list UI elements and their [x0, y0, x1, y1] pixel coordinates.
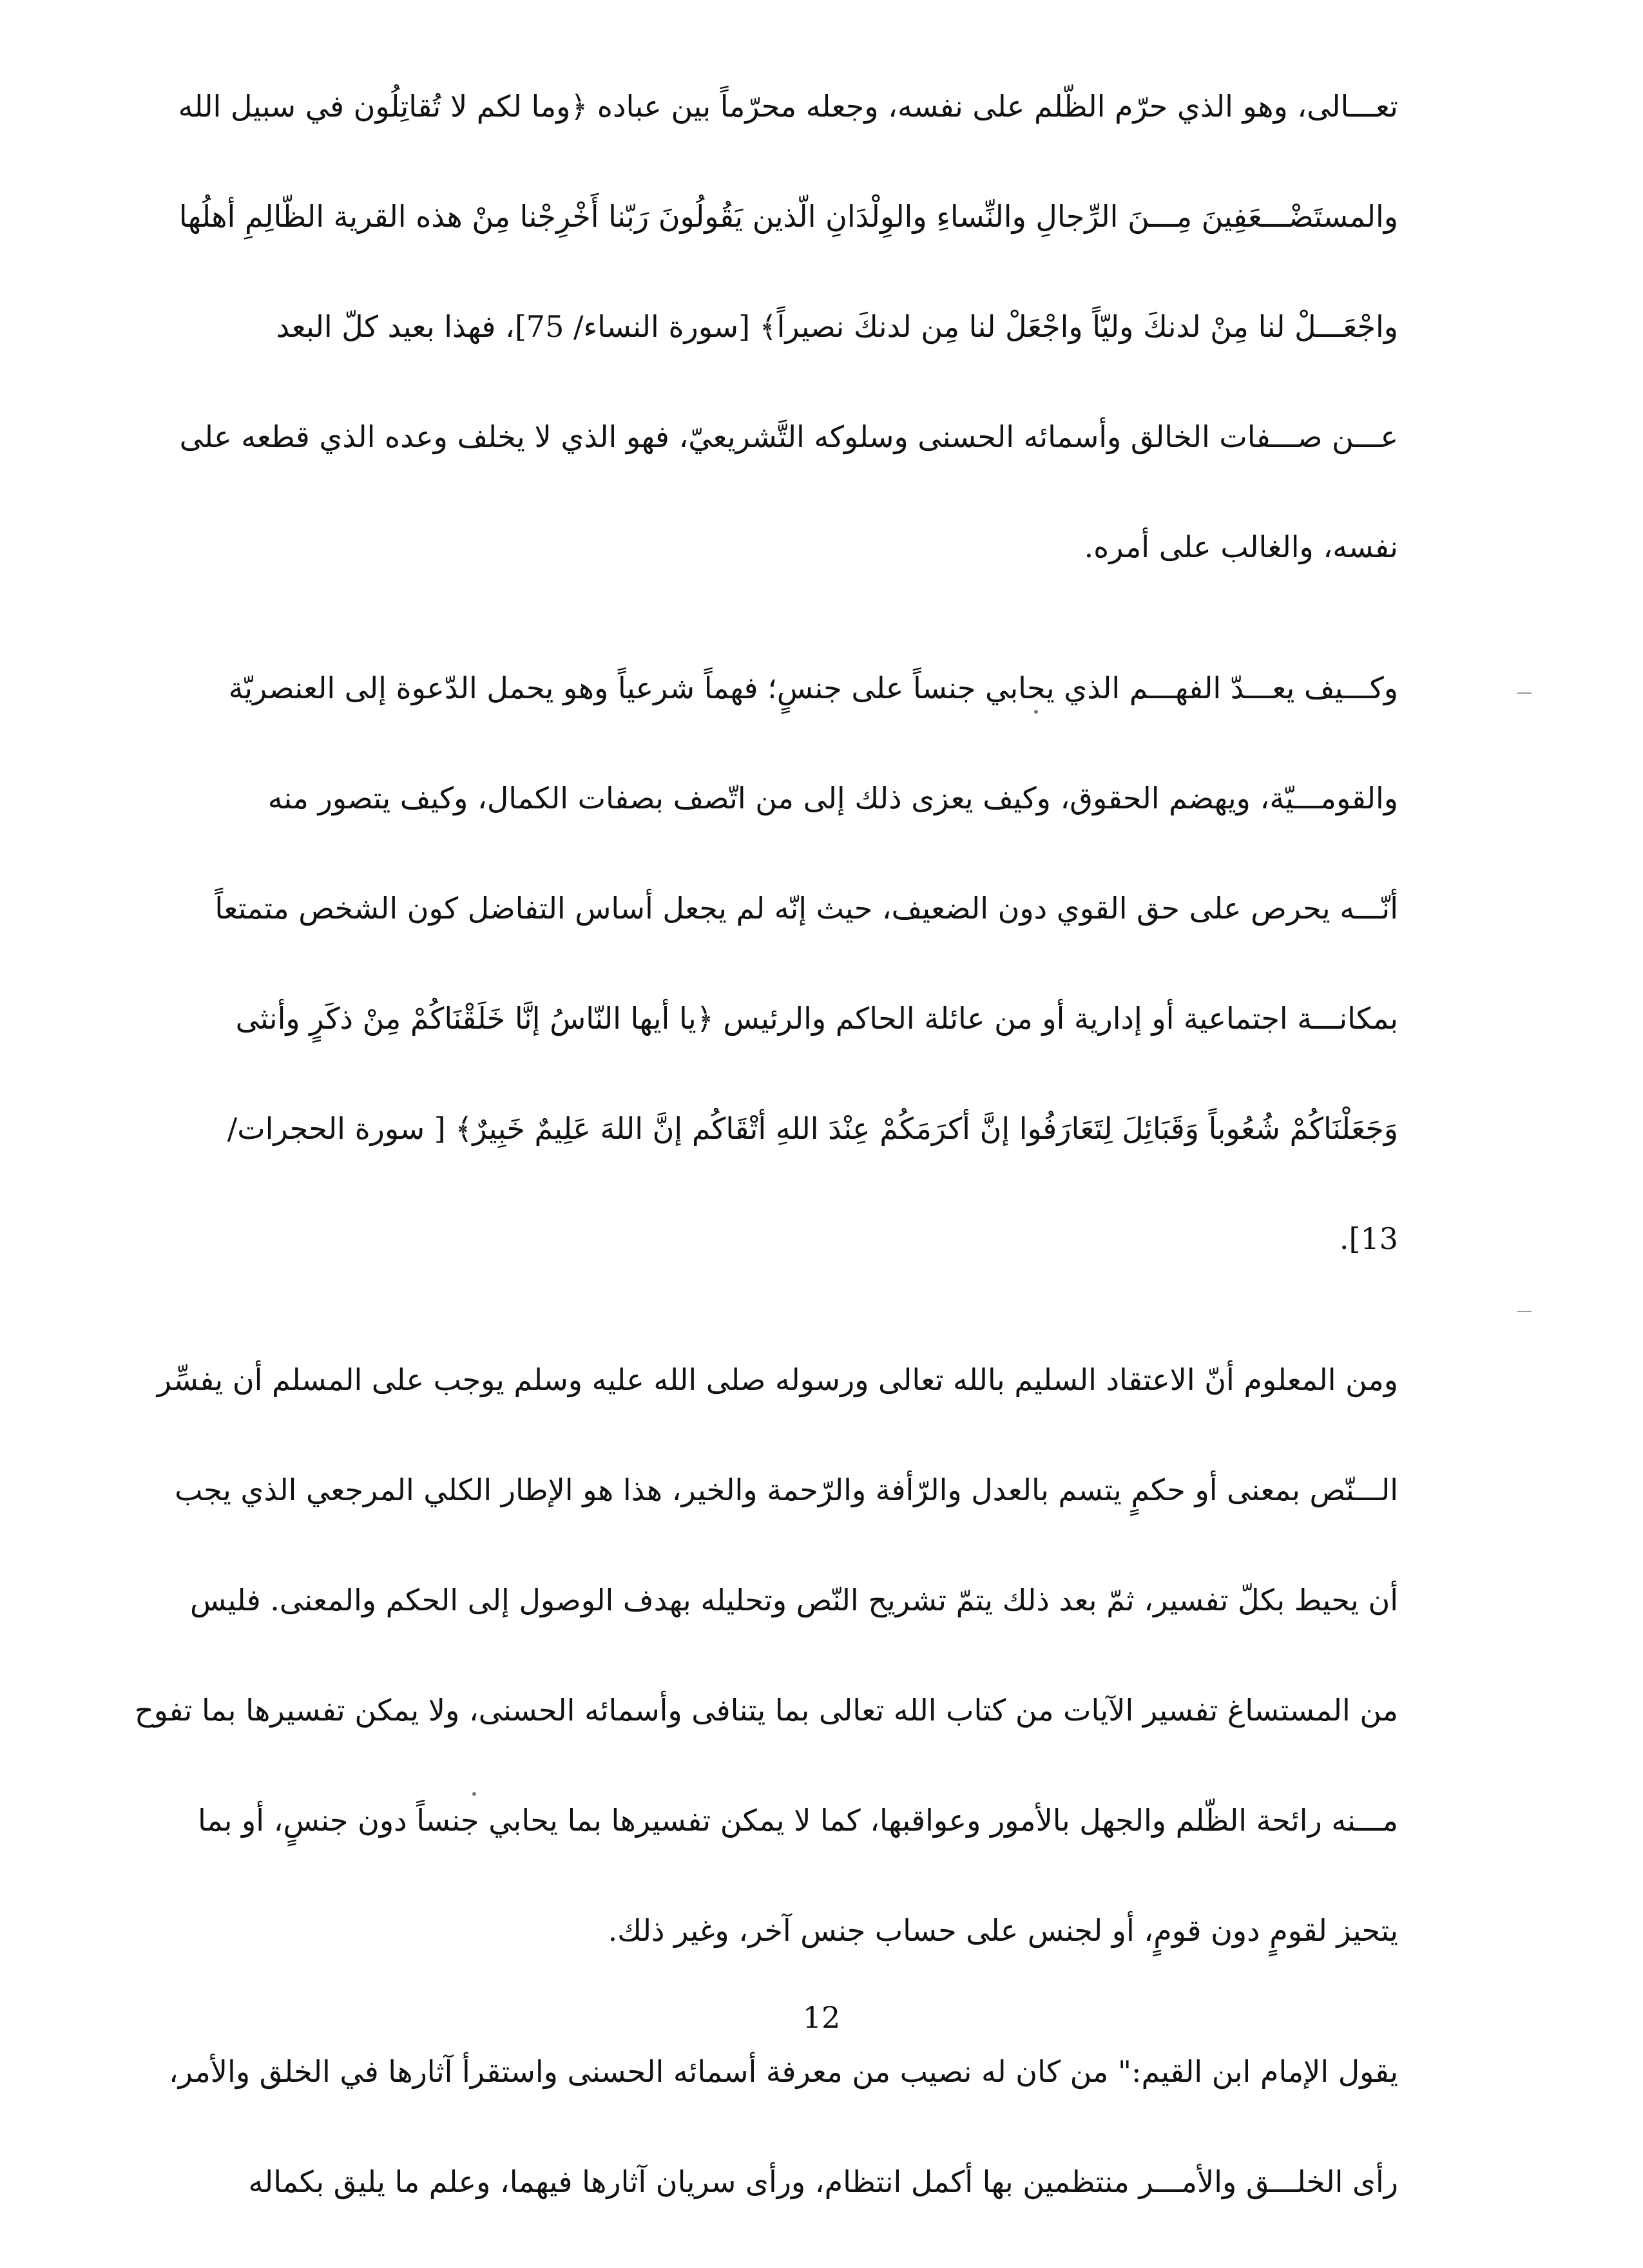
scan-artifact [1034, 710, 1038, 714]
text-line: الـــنّص بمعنى أو حكمٍ يتسم بالعدل والرّأفة والرّحمة والخير، هذا هو الإطار الكلي المرجعي الذي يجب [175, 1472, 1398, 1507]
text-line: يقول الإمام ابن القيم:" من كان له نصيب من معرفة أسمائه الحسنى واستقرأ آثارها في الخلق والأمر، [168, 2054, 1398, 2089]
text-line: يتحيز لقومٍ دون قومٍ، أو لجنس على حساب جنس آخر، وغير ذلك. [608, 1913, 1398, 1948]
text-line: رأى الخلـــق والأمـــر منتظمين بها أكمل انتظام، ورأى سريان آثارها فيهما، وعلم ما يليق بكماله [248, 2164, 1398, 2199]
body-text [134, 52, 1398, 2268]
text-line: 13]. [1339, 1221, 1398, 1256]
scan-artifact [472, 1792, 476, 1796]
text-line: أن يحيط بكلّ تفسير، ثمّ بعد ذلك يتمّ تشريح النّص وتحليله بهدف الوصول إلى الحكم والمعنى. فليس [189, 1583, 1398, 1617]
paragraph-2 [215, 633, 1398, 1294]
page-number: 12 [802, 2000, 841, 2035]
paragraph-4 [168, 2017, 1398, 2237]
text-line: وكـــيف يعـــدّ الفهـــم الذي يحابي جنساً على جنسٍ؛ فهماً شرعياً وهو يحمل الدّعوة إلى العنصريّة [228, 671, 1398, 705]
scan-artifact [1517, 692, 1532, 694]
text-line: نفسه، والغالب على أمره. [1084, 529, 1398, 564]
text-line: ومن المعلوم أنّ الاعتقاد السليم بالله تعالى ورسوله صلى الله عليه وسلم يوجب على المسلم أن يفسِّر [157, 1362, 1398, 1397]
text-line: واجْعَـــلْ لنا مِنْ لدنكَ وليّاً واجْعَلْ لنا مِن لدنكَ نصيراً﴾ [سورة النساء/ 75]، فهذا بعيد كلّ البعد [276, 309, 1398, 344]
scan-artifact [1517, 1311, 1532, 1312]
text-line: والقومـــيّة، ويهضم الحقوق، وكيف يعزى ذلك إلى من اتّصف بصفات الكمال، وكيف يتصور منه [267, 781, 1398, 815]
text-line: تعـــالى، وهو الذي حرّم الظّلم على نفسه، وجعله محرّماً بين عباده ﴿وما لكم لا تُقاتِلُون في سبيل الله [178, 89, 1398, 124]
paragraph-3 [134, 1325, 1398, 1986]
text-line: وَجَعَلْنَاكُمْ شُعُوباً وَقَبَائِلَ لِتَعَارَفُوا إنَّ أكرَمَكُمْ عِنْدَ اللهِ أتْقَاكُم إنَّ اللهَ عَلِيمٌ خَبِيرٌ﴾ [ سورة الحجرات/ [227, 1111, 1398, 1146]
text-line: والمستَضْـــعَفِينَ مِـــنَ الرِّجالِ والنِّساءِ والوِلْدَانِ الّذين يَقُولُونَ رَبّنا أَخْرِجْنا مِنْ هذه القرية الظّالِمِ أهلُها [178, 199, 1398, 234]
text-line: بمكانـــة اجتماعية أو إدارية أو من عائلة الحاكم والرئيس ﴿يا أيها النّاسُ إنَّا خَلَقْنَاكُمْ مِنْ ذكَرٍ وأنثى [235, 1001, 1398, 1036]
text-line: مـــنه رائحة الظّلم والجهل بالأمور وعواقبها، كما لا يمكن تفسيرها بما يحابي جنساً دون جنسٍ، أو بما [198, 1803, 1398, 1838]
text-line: من المستساغ تفسير الآيات من كتاب الله تعالى بما يتنافى وأسمائه الحسنى، ولا يمكن تفسيرها بما تفوح [134, 1693, 1398, 1728]
paragraph-1 [178, 52, 1398, 602]
text-line: أنّـــه يحرص على حق القوي دون الضعيف، حيث إنّه لم يجعل أساس التفاضل كون الشخص متمتعاً [215, 891, 1398, 926]
text-line: عـــن صـــفات الخالق وأسمائه الحسنى وسلوكه التَّشريعيّ، فهو الذي لا يخلف وعده الذي قطعه على [179, 419, 1398, 454]
